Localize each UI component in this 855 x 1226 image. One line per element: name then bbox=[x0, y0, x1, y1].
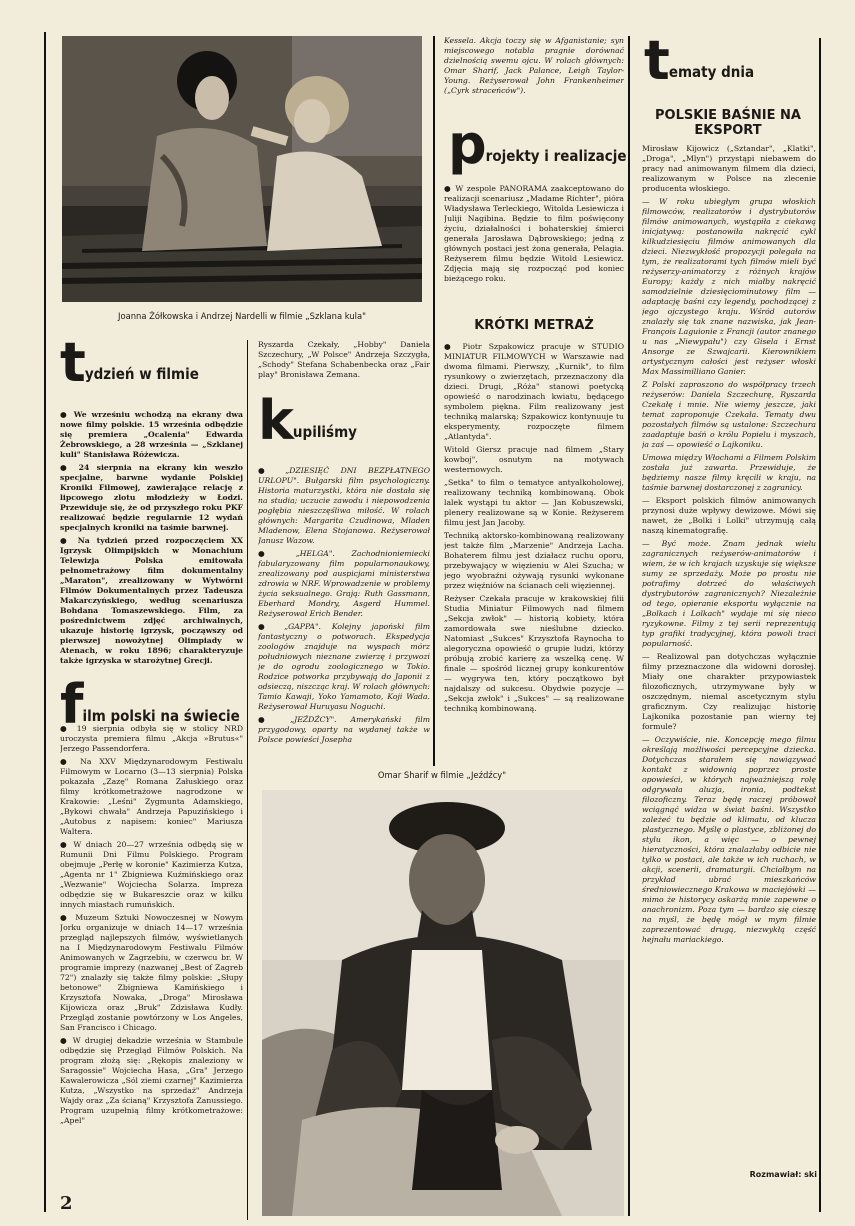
article-paragraph: Z Polski zaproszono do współpracy trzech reżyserów: Daniela Szczechurę, Ryszarda Czekałę i mnie. Nie wiemy jeszcze, jaki temat zaproponuje Czekała. Tematy dwu pozostałych filmów są ustalone: Szczechura zaadaptuje baśń o królu Popielu i myszach, ja zaś — opowieść o Lajkoniku. bbox=[642, 380, 816, 449]
col2-continuation bbox=[258, 340, 430, 384]
page-number: 2 bbox=[60, 1193, 73, 1214]
article-paragraph: — Eksport polskich filmów animowanych przynosi duże wpływy dewizowe. Mówi się nawet, że „Bolki i Lolki" utrzymują całą naszą kinematografię. bbox=[642, 496, 816, 535]
film-polski-body bbox=[60, 724, 243, 1214]
interview-credit: Rozmawiał: ski bbox=[749, 1170, 817, 1179]
tematy-body bbox=[642, 144, 816, 1168]
drop-initial: t bbox=[644, 29, 668, 92]
photo-illustration-couple bbox=[62, 36, 422, 302]
article-paragraph: — Oczywiście, nie. Koncepcję mego filmu określają możliwości percepcyjne dziecka. Dotychczas starałem się nawiązywać kontakt z widownią poprzez proste opowieści, w których najważniejszą rolę odgrywała aluzja, ironia, podtekst filozoficzny. Teraz będę raczej próbował wciągnąć widza w świat baśni. Wszystko zależeć tu będzie od klimatu, od klucza plastycznego. Myślę o plastyce, zbliżonej do stylu ikon, a więc — o pewnej hieratyczności, która znalazłaby odbicie nie tylko w postaci, ale także w ich ruchach, w akcji, scenerii, dramaturgii. Chciałbym na przykład ubrać mieszkańców średniowiecznego Krakowa w maciejówki — mimo że historycy oskarżą mnie zapewne o anachronizm. Poza tym — bardzo się cieszę na myśl, że będę mógł w mym filmie zaprezentować drugą, niezwykłą część hejnału mariackiego. bbox=[642, 735, 816, 944]
article-paragraph: Reżyser Czekała pracuje w krakowskiej filii Studia Miniatur Filmowych nad filmem „Sekcja zwłok" — historią kobiety, która zamordowała swe nieślubne dziecko. Natomiast „Sukces" Krzysztofa Raynocha to alegoryczna opowieść o grupie ludzi, którzy próbują zrobić karierę za wszelką cenę. W finale — spośród licznej grupy konkurentów — wygrywa ten, który początkowo był najdalszy od sukcesu. Obydwie pozycje — „Sekcja zwłok" i „Sukces" — są realizowane techniką kombinowaną. bbox=[444, 594, 624, 713]
column-rule-2 bbox=[247, 340, 248, 1220]
section-head-projekty bbox=[448, 113, 628, 176]
article-paragraph: ● Na XXV Międzynarodowym Festiwalu Filmowym w Locarno (3—13 sierpnia) Polska pokazała „Zazę" Romana Załuskiego oraz filmy krótkometrażowe nagrodzone w Krakowie: „Leśni" Zygmunta Adamskiego, „Bykowi chwała" Andrzeja Papuzińskiego i „Autobus z napisem: koniec" Mariusza Waltera. bbox=[60, 757, 243, 836]
tematy-intro: Mirosław Kijowicz („Sztandar", „Klatki", „Droga", „Mlyn") przystąpi niebawem do pracy nad animowanym filmem dla dzieci, realizowanym w Polsce na zlecenie producenta włoskiego. bbox=[642, 144, 816, 193]
section-head-tematy bbox=[644, 29, 816, 92]
section-title: rojekty i realizacje bbox=[485, 147, 627, 165]
article-paragraph: ● W drugiej dekadzie września w Stambule odbędzie się Przegląd Filmów Polskich. Na program złożą się: „Rękopis znaleziony w Saragossie" Wojciecha Hasa, „Gra" Jerzego Kawalerowicza „Sól ziemi czarnej" Kazimierza Kutza, „Wszystko na sprzedaż" Andrzeja Wajdy oraz „Za ścianą" Krzysztofa Zanussiego. Program uzupełnią filmy krótkometrażowe: „Apel" bbox=[60, 1036, 243, 1125]
drop-initial: k bbox=[258, 389, 292, 452]
article-paragraph: ● We wrześniu wchodzą na ekrany dwa nowe filmy polskie. 15 września odbędzie się premiera „Ocalenia" Edwarda Żebrowskiego, a 28 września — „Szklanej kuli" Stanisława Różewicza. bbox=[60, 410, 243, 459]
photo2-caption: Omar Sharif w filmie „Jeźdźcy" bbox=[377, 770, 507, 780]
article-paragraph: ● Piotr Szpakowicz pracuje w STUDIO MINIATUR FILMOWYCH w Warszawie nad dwoma filmami. Pierwszy, „Kurnik", to film rysunkowy o zwierzętach, przeznaczony dla dzieci. Drugi, „Róża" stanowi poetycką opowieść o narodzinach kwiatu, będącego symbolem piękna. Film realizowany jest techniką malarską; Szpakowicz kontynuuje tu eksperymenty, rozpoczęte filmem „Atlantyda". bbox=[444, 342, 624, 441]
section-head-tydzien bbox=[60, 331, 246, 394]
col3-continuation bbox=[444, 36, 624, 108]
section-head-kupilismy bbox=[258, 389, 430, 452]
krotki-metraz-title: KRÓTKI METRAŻ bbox=[474, 318, 594, 333]
section-title: ematy dnia bbox=[668, 63, 755, 81]
article-paragraph: „Setka" to film o tematyce antyalkoholowej, realizowany techniką kombinowaną. Obok lalek wystąpi tu aktor — Jan Kobuszewski, plenery realizowane są w Konie. Reżyserem filmu jest Jan Jacoby. bbox=[444, 478, 624, 527]
article-paragraph: ● „HELGA". Zachodnioniemiecki fabularyzowany film popularnonaukowy, zrealizowany pod auspicjami ministerstwa zdrowia w NRF. Wprowadzenie w problemy życia seksualnego. Grają: Ruth Gassmann, Eberhard Mondry, Asgerd Hummel. Reżyserował Erich Bender. bbox=[258, 549, 430, 618]
article-paragraph: — Realizowal pan dotychczas wyłącznie filmy przeznaczone dla widowni dorosłej. Miały one charakter przypowiastek filozoficznych, utrzymywane były w oszczędnym, niemal ascetycznym stylu graficznym. Czy realizując historię Lajkonika pozostanie pan wierny tej formule? bbox=[642, 652, 816, 731]
right-border-rule bbox=[819, 38, 821, 1212]
article-paragraph: ● Na tydzień przed rozpoczęciem XX Igrzysk Olimpijskich w Monachium Telewizja Polska emitowała pełnometrażowy film dokumentalny „Maraton", zrealizowany w Wytwórni Filmów Dokumentalnych przez Tadeusza Makarczyńskiego, według scenariusza Bohdana Tomaszewskiego. Film, za pośrednictwem zdjęć archiwalnych, ukazuje historię igrzysk, począwszy od pierwszej nowożytnej Olimpiady w Atenach, w roku 1896; charakteryzuje także igrzyska w starożytnej Grecji. bbox=[60, 536, 243, 665]
section-title: ydzień w filmie bbox=[84, 365, 199, 383]
article-paragraph: Techniką aktorsko-kombinowaną realizowany jest także film „Marzenie" Andrzeja Lacha. Bohaterem filmu jest działacz ruchu oporu, przebywający w więzieniu w Alei Szucha; w jego wyobraźni ożywają rysunki wykonane przez więźniów na ścianach celi więziennej. bbox=[444, 531, 624, 590]
photo-illustration-rider bbox=[262, 790, 624, 1216]
column-rule-3 bbox=[433, 36, 435, 766]
article-paragraph: ● „JEŹDŹCY". Amerykański film przygodowy, oparty na wydanej także w Polsce powieści Josepha bbox=[258, 715, 430, 744]
kupilismy-body bbox=[258, 466, 430, 766]
section-head-film-polski bbox=[60, 673, 246, 736]
film-still-szklana-kula bbox=[62, 36, 422, 302]
article-paragraph: Kessela. Akcja toczy się w Afganistanie; syn miejscowego notabla pragnie dorównać dzielnością swemu ojcu. W rolach głównych: Omar Sharif, Jack Palance, Leigh Taylor-Young. Reżyserował John Frankenheimer („Cyrk straceńców"). bbox=[444, 36, 624, 95]
krotki-metraz-body bbox=[444, 342, 624, 754]
article-paragraph: ● Muzeum Sztuki Nowoczesnej w Nowym Jorku organizuje w dniach 14—17 września przegląd najlepszych filmów, wyświetlanych na I Międzynarodowym Festiwalu Filmów Animowanych w Zagrzebiu, w czerwcu br. W programie imprezy (nazwanej „Best of Zagreb 72") znalazły się także filmy polskie: „Słupy betonowe" Zbigniewa Kamińskiego i Krzysztofa Nowaka, „Droga" Mirosława Kijowicza oraz „Bruk" Zdzisława Kudły. Przegląd zostanie powtórzony w Los Angeles, San Francisco i Chicago. bbox=[60, 913, 243, 1032]
film-still-jezdzcy bbox=[262, 790, 624, 1216]
drop-initial: t bbox=[60, 331, 84, 394]
article-paragraph: ● 19 sierpnia odbyła się w stolicy NRD uroczysta premiera filmu „Akcja »Brutus«" Jerzego Passendorfera. bbox=[60, 724, 243, 753]
photo1-caption: Joanna Żółkowska i Andrzej Nardelli w filmie „Szklana kula" bbox=[118, 311, 366, 321]
article-paragraph: ● W dniach 20—27 września odbędą się w Rumunii Dni Filmu Polskiego. Program obejmuje „Perłę w koronie" Kazimierza Kutza, „Agenta nr 1" Zbigniewa Kuźmińskiego oraz „Wezwanie" Wojciecha Solarza. Impreza odbędzie się w Bukareszcie oraz w kilku innych miastach rumuńskich. bbox=[60, 840, 243, 909]
article-paragraph: — Być może. Znam jednak wielu zagranicznych reżyserów-animatorów i wiem, że w ich krajach uzyskuje się większe sumy ze sprzedaży. Może po prostu nie potrafimy dotrzeć do właściwych dystrybutorów zagranicznych? Niezależnie od tego, opieranie eksportu wyłącznie na „Bolkach i Lolkach" wydaje mi się nieco ryzykowne. Filmy z tej serii reprezentują typ grafiki tradycyjnej, która powoli traci popularność. bbox=[642, 539, 816, 648]
section-title: upiliśmy bbox=[292, 423, 357, 441]
column-rule-4 bbox=[628, 36, 630, 1216]
article-paragraph: — W roku ubiegłym grupa włoskich filmowców, realizatorów i dystrybutorów filmów animowanych, wystąpiła z ciekawą inicjatywą: postanowiła nakręcić cykl kilkudziesięciu filmów animowanych dla dzieci. Niezwykłość propozycji polegała na tym, że realizatorami tych filmów mieli być reżyserzy-animatorzy z różnych krajów Europy; każdy z nich miałby nakręcić samodzielnie dziesięciominutowy film — adaptację baśni czy legendy, pochodzącej z jego ojczystego kraju. Wśród autorów znalazły się tak znane nazwiska, jak Jean-François Laguionie z Francji (autor znanego u nas „Niewypału") czy Gisela i Ernst Ansorge ze Szwajcarii. Kierownikiem artystycznym całości jest reżyser włoski Max Massimilliano Ganier. bbox=[642, 197, 816, 376]
article-paragraph: ● „GAPPA". Kolejny japoński film fantastyczny o potworach. Ekspedycja zoologów znajduje na wyspach mórz południowych nieznane zwierzę i przywozi je do ogrodu zoologicznego w Tokio. Rodzice potworka przybywają do Japonii z odsieczą, niszcząc kraj. W rolach głównych: Tamio Kawaji, Yoko Yamamoto, Koji Wada. Reżyserował Huruyasu Noguchi. bbox=[258, 622, 430, 711]
article-paragraph: Umowa między Włochami a Filmem Polskim została już zawarta. Przewiduje, że będziemy nasze filmy kręcili w kraju, na taśmie barwnej dostarczonej z zagranicy. bbox=[642, 453, 816, 492]
article-paragraph: ● 24 sierpnia na ekrany kin weszło specjalne, barwne wydanie Polskiej Kroniki Filmowej, zawierające relację z lipcowego zlotu młodzieży w Łodzi. Przewiduje się, że od przyszłego roku PKF realizować będzie regularnie 12 wydań specjalnych kroniki na taśmie barwnej. bbox=[60, 463, 243, 532]
drop-initial: p bbox=[448, 113, 485, 176]
drop-initial: f bbox=[60, 673, 82, 736]
projekty-body bbox=[444, 184, 624, 302]
tematy-title: POLSKIE BAŚNIE NA EKSPORT bbox=[655, 108, 801, 138]
article-paragraph: Witold Giersz pracuje nad filmem „Stary kowboj", osnutym na motywach westernowych. bbox=[444, 445, 624, 474]
section-title: ilm polski na świecie bbox=[82, 707, 240, 725]
tydzien-body bbox=[60, 410, 243, 682]
article-paragraph: ● W zespole PANORAMA zaakceptowano do realizacji scenariusz „Madame Richter", pióra Władysława Terleckiego, Witolda Lesiewicza i Juliji Nagibina. Będzie to film poświęcony życiu, działalności i bohaterskiej śmierci generała Jarosława Dąbrowskiego; jedną z głównych postaci jest żona generała, Pelagia. Reżyserem filmu będzie Witold Lesiewicz. Zdjęcia mają się rozpocząć pod koniec bieżącego roku. bbox=[444, 184, 624, 283]
left-border-rule bbox=[44, 32, 46, 1212]
article-paragraph: ● „DZIESIĘĆ DNI BEZPŁATNEGO URLOPU". Bułgarski film psychologiczny. Historia maturzystki, która nie dostała się na studia; uczucie zawodu i niepowodzenia pogłębia nieszczęśliwa miłość. W rolach głównych: Margarita Czudinowa, Mladen Mladenow, Elena Stojanowa. Reżyserował Janusz Wazow. bbox=[258, 466, 430, 545]
article-paragraph: Ryszarda Czekały, „Hobby" Daniela Szczechury, „W Polsce" Andrzeja Szczygła, „Schody" Stefana Schabenbecka oraz „Fair play" Bronisława Zemana. bbox=[258, 340, 430, 379]
